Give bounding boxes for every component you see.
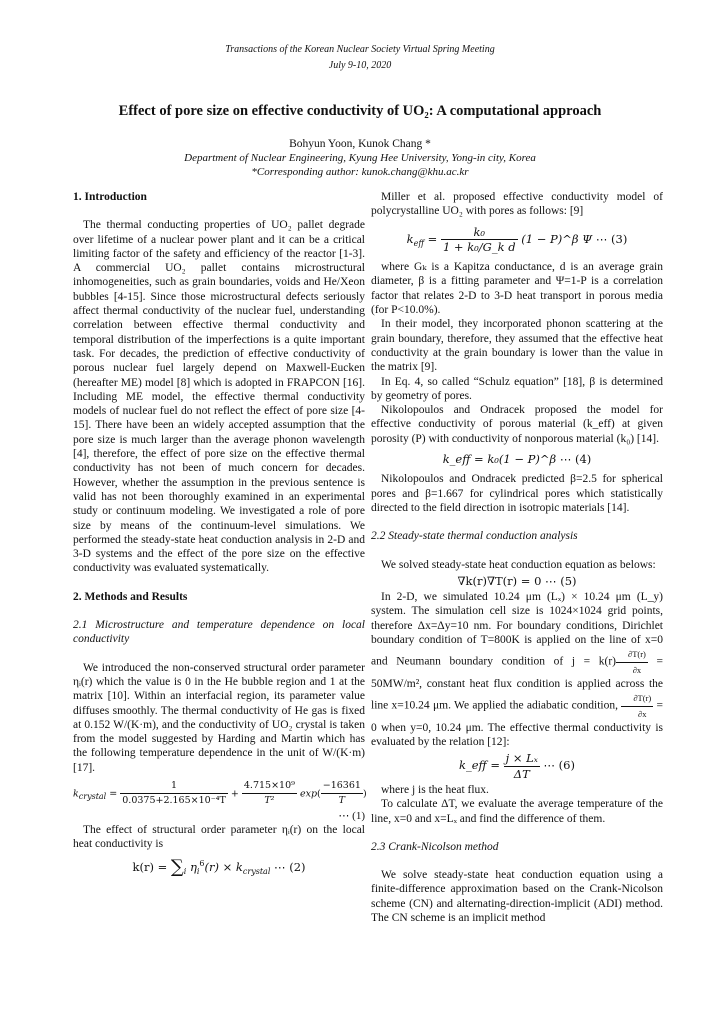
boundary-conditions-paragraph: In 2-D, we simulated 10.24 μm (Lₓ) × 10.24 μm (L_y) system. The simulation cell size is 1024×1024 grid points, therefore Δx=Δy=10 nm. For boundary conditions, Dirichlet boundary condition of T=800K is applied on the line of x=0 and Neumann boundary condition of j = k(r) $\frac{\partial T(r)}{\partial x}$ = 50MW/m², constant heat flux condition is applied across the line x=10.24 μm. We applied the adiabatic condition, $\frac{\partial T(r)}{\partial x}$ = 0 when y=0, 10.24 μm. The effective thermal conductivity is evaluated by the relation [12]: — [371, 591, 663, 749]
dT-dx-fraction: $\frac{\partial T(r)}{\partial x}$ — [616, 647, 648, 677]
equation-4: k_eff = k₀(1 − P)^β ⋯ (4) — [442, 452, 592, 467]
crank-nicolson-paragraph: We solve steady-state heat conduction equation using a finite-difference approximation based on the Crank-Nicolson scheme (CN) and alternating-direction-implicit (ADI) method. The CN scheme is an implicit method — [371, 869, 663, 925]
conference-header: Transactions of the Korean Nuclear Society Virtual Spring Meeting — [225, 44, 495, 55]
equation-1: $k_{crystal}$ = $\frac{1}{\text{0.0375+2.165×10⁻⁴T}}$ + $\frac{\text{4.715×10⁹}}{\text{T²}}$ exp( $\frac{-16361}{T}$ ) — [73, 779, 365, 809]
nikolopoulos-paragraph: Nikolopoulos and Ondracek proposed the model for effective conductivity of porous material (k_eff) at given porosity (P) with conductivity of nonporous material (k₀) [14]. — [371, 404, 663, 445]
eq6-fraction: $\frac{\text{j × Lₓ}}{\Delta T}$ — [505, 751, 538, 781]
delta-t-paragraph: To calculate ΔT, we evaluate the average temperature of the line, x=0 and x=Lₓ and find the difference of them. — [371, 798, 663, 825]
section-heading-methods: 2. Methods and Results — [73, 590, 188, 603]
corresponding-author: *Corresponding author: kunok.chang@khu.ac.kr — [251, 166, 469, 178]
paper-title: Effect of pore size on effective conductivity of UO₂: A computational approach — [118, 103, 602, 119]
equation-5: ∇k(r)∇T(r) = 0 ⋯ (5) — [457, 573, 577, 588]
conference-date: July 9-10, 2020 — [328, 60, 392, 71]
subsection-heading-2-2: 2.2 Steady-state thermal conduction analysis — [371, 530, 578, 543]
eq1-fraction-2: $\frac{\text{4.715×10⁹}}{\text{T²}}$ — [243, 779, 295, 807]
dT-dx-fraction-2: $\frac{\partial T(r)}{\partial x}$ — [621, 691, 653, 721]
authors: Bohyun Yoon, Kunok Chang * — [289, 138, 431, 150]
right-column — [371, 190, 663, 925]
eq1-fraction-3: $\frac{-16361}{T}$ — [322, 779, 361, 807]
subsection-heading-2-1: 2.1 Microstructure and temperature dependence on local conductivity — [73, 619, 365, 646]
introduction-paragraph: The thermal conducting properties of UO₂ pallet degrade over lifetime of a nuclear power plant and it can be a critical limiting factor of the safety and efficiency of the reactor [1-3]. A commercial UO₂ pallet contains microstructural inhomogeneities, such as grain boundaries, voids and He/Xeon bubbles [4-15]. Since those microstructural defects seriously affect thermal conductivity of the nuclear fuel, understanding correlation between effective thermal conductivity and temporal distribution of the imperfections is a quite important task. For decades, the prediction of effective conductivity of porous nuclear fuel largely depend on Maxwell-Eucken (hereafter ME) model [8] which is adopted in FRAPCON [16]. Including ME model, the effective thermal conductivity models of nuclear fuel do not reflect the effect of pore size [4-15]. There have been an widely accepted assumption that the pore size is much larger than the average phonon wavelength [4], therefore, the effect of pore size on the effective thermal conductivity has not been of much concern for decades. However, whether the assumption in the previous sentence is valid has not been thoroughly examined in an experimental study or continuum modeling. We investigated a role of pore size by means of the continuum-level simulations. We performed the steady-state heat conduction analysis in 2-D and 3-D systems and the effect of the pore size on the effective conductivity was evaluated systematically. — [73, 219, 365, 575]
prediction-paragraph: Nikolopoulos and Ondracek predicted β=2.5 for spherical pores and β=1.667 for cylindrical pores which statistically directed to the field direction in isotropic materials [14]. — [371, 473, 663, 514]
equation-2: $k(r) = \sum_i$ $\eta_i^6(r) \times k_{crystal}$ ⋯ (2) — [132, 857, 306, 879]
kapitza-paragraph: where Gₖ is a Kapitza conductance, d is an average grain diameter, β is a fitting parameter and Ψ=1-P is a correlation factor that relates 2-D to 3-D heat transport in porous media (for P<10.0%). — [371, 261, 663, 317]
subsection-heading-2-3: 2.3 Crank-Nicolson method — [371, 840, 499, 853]
schulz-paragraph: In Eq. 4, so called “Schulz equation” [18], β is determined by geometry of pores. — [371, 375, 663, 402]
miller-paragraph: Miller et al. proposed effective conductivity model of polycrystalline UO₂ with pores as follows: [9] — [371, 191, 663, 218]
section-heading-introduction: 1. Introduction — [73, 191, 147, 203]
phonon-scattering-paragraph: In their model, they incorporated phonon scattering at the grain boundary, therefore, they assumed that the effective heat conductivity at the grain boundary is lower than the value in the matrix [9]. — [371, 318, 663, 374]
left-column — [73, 190, 365, 886]
eq1-fraction-1: $\frac{1}{\text{0.0375+2.165×10⁻⁴T}}$ — [122, 779, 226, 807]
equation-1-number: ⋯ (1) — [338, 809, 365, 822]
microstructure-paragraph: We introduced the non-conserved structural order parameter ηᵢ(r) which the value is 0 in the He bubble region and 1 at the matrix [10]. Within an interfacial region, its parameter value diffuses smoothly. The thermal conductivity of He gas is fixed at 0.152 W/(K·m), and the conductivity of UO₂ crystal is taken from the model suggested by Harding and Martin which has the following temperature dependence in the unit of W/(K·m) [17]. — [73, 661, 365, 774]
eq3-fraction: $\frac{\text{k₀}}{\text{1 + k₀/G\_k d}}$ — [442, 224, 516, 254]
heat-flux-note: where j is the heat flux. — [381, 783, 489, 796]
affiliation: Department of Nuclear Engineering, Kyung Hee University, Yong-in city, Korea — [184, 152, 536, 164]
equation-6: k_eff = $\frac{\text{j × Lₓ}}{\Delta T}$ ⋯ (6) — [459, 751, 575, 781]
order-parameter-paragraph: The effect of structural order parameter ηᵢ(r) on the local heat conductivity is — [73, 823, 365, 851]
equation-3: $k_{eff}$ = $\frac{\text{k₀}}{\text{1 + k₀/G\_k d}}$ (1 − P)^β Ψ ⋯ (3) — [406, 224, 628, 254]
steady-state-intro: We solved steady-state heat conduction equation as belows: — [381, 558, 656, 571]
